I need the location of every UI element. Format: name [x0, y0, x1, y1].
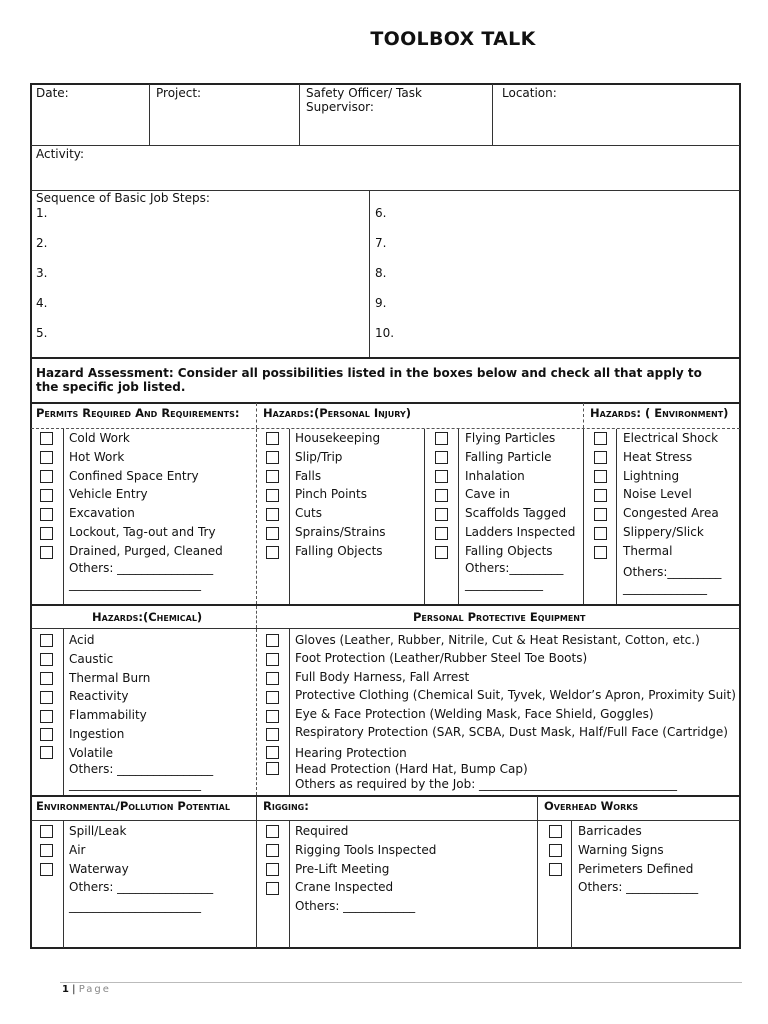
environmental-others-line[interactable]: ______________________: [69, 899, 201, 914]
chemical-checkbox[interactable]: [40, 691, 53, 704]
list-item: Volatile: [69, 745, 114, 760]
list-item: Noise Level: [623, 487, 692, 502]
divider: [256, 796, 257, 820]
injury-checkbox[interactable]: [266, 432, 279, 445]
list-item: Required: [295, 824, 349, 838]
list-item: Vehicle Entry: [69, 487, 148, 502]
list-item: Lockout, Tag-out and Try: [69, 524, 216, 539]
list-item: Waterway: [69, 861, 129, 876]
list-item: Spill/Leak: [69, 824, 127, 838]
environment-checkbox[interactable]: [594, 432, 607, 445]
list-item: Gloves (Leather, Rubber, Nitrile, Cut & Heat Resistant, Cotton, etc.): [295, 633, 700, 647]
step-number: 1.: [36, 206, 48, 220]
divider: [31, 795, 740, 797]
list-item: Eye & Face Protection (Welding Mask, Face Shield, Goggles): [295, 706, 654, 721]
page-number: 1: [62, 984, 69, 995]
permit-checkbox[interactable]: [40, 489, 53, 502]
ppe-header: Personal Protective Equipment: [413, 610, 586, 624]
environment-list: [623, 429, 719, 561]
list-item: Head Protection (Hard Hat, Bump Cap): [295, 762, 528, 776]
divider: [31, 357, 740, 359]
list-item: Thermal Burn: [69, 670, 151, 685]
environment-checkbox[interactable]: [594, 489, 607, 502]
divider: [31, 628, 740, 629]
safety-officer-label: Safety Officer/ Task Supervisor:: [306, 86, 422, 114]
environment-checkbox[interactable]: [594, 451, 607, 464]
permit-checkbox[interactable]: [40, 432, 53, 445]
injury-checkbox[interactable]: [435, 508, 448, 521]
step-number: 8.: [375, 266, 387, 280]
injury-checkbox[interactable]: [435, 527, 448, 540]
chemical-checkbox[interactable]: [40, 728, 53, 741]
permit-checkbox[interactable]: [40, 451, 53, 464]
list-item: Slippery/Slick: [623, 524, 704, 539]
environmental-list: [69, 822, 213, 916]
divider: [256, 403, 257, 428]
list-item: Respiratory Protection (SAR, SCBA, Dust Mask, Half/Full Face (Cartridge): [295, 725, 728, 740]
environmental-checkbox[interactable]: [40, 863, 53, 876]
injury-checkbox[interactable]: [266, 546, 279, 559]
overhead-checkbox[interactable]: [549, 844, 562, 857]
permits-others[interactable]: Others: ________________: [69, 561, 214, 575]
hazard-assessment-note: Hazard Assessment: Consider all possibilities listed in the boxes below and check all that apply to the specific job listed.: [36, 366, 702, 394]
list-item: Hot Work: [69, 449, 125, 464]
list-item: Sprains/Strains: [295, 524, 386, 539]
chemical-list: [69, 631, 150, 763]
environmental-checkbox[interactable]: [40, 825, 53, 838]
list-item: Rigging Tools Inspected: [295, 842, 437, 857]
divider: [63, 629, 64, 795]
step-number: 6.: [375, 206, 387, 220]
rigging-checkbox[interactable]: [266, 882, 279, 895]
date-label: Date:: [36, 86, 69, 100]
ppe-checkbox[interactable]: [266, 634, 279, 647]
step-number: 10.: [375, 326, 395, 340]
divider: [289, 821, 290, 948]
list-item: Cold Work: [69, 431, 130, 445]
injury-checkbox[interactable]: [435, 451, 448, 464]
rigging-header: Rigging:: [263, 799, 309, 813]
list-item: Perimeters Defined: [578, 861, 694, 876]
activity-label: Activity:: [36, 147, 85, 161]
sequence-label: Sequence of Basic Job Steps:: [36, 191, 210, 205]
injury-checkbox[interactable]: [435, 470, 448, 483]
environmental-header: Environmental/Pollution Potential: [36, 799, 230, 813]
injury-others-line[interactable]: _____________: [465, 577, 543, 591]
divider: [424, 429, 425, 604]
list-item: Falling Particle: [465, 449, 552, 464]
footer-divider: [60, 982, 742, 983]
list-item: Thermal: [623, 543, 673, 558]
list-item: Lightning: [623, 468, 680, 483]
divider: [537, 796, 538, 820]
ppe-checkbox[interactable]: [266, 672, 279, 685]
list-item: Full Body Harness, Fall Arrest: [295, 669, 470, 684]
divider: [256, 429, 257, 604]
divider: [458, 429, 459, 604]
environment-others[interactable]: Others:_________: [623, 565, 722, 579]
list-item: Heat Stress: [623, 449, 693, 464]
divider: [31, 402, 740, 404]
environment-checkbox[interactable]: [594, 546, 607, 559]
list-item: Barricades: [578, 824, 642, 838]
environment-hazards-header: Hazards: ( Environment): [590, 406, 729, 420]
ppe-checkbox[interactable]: [266, 653, 279, 666]
divider: [571, 821, 572, 948]
injury-others[interactable]: Others:_________: [465, 561, 564, 575]
injury-checkbox[interactable]: [435, 489, 448, 502]
chemical-checkbox[interactable]: [40, 653, 53, 666]
chemical-header: Hazards:(Chemical): [92, 610, 203, 624]
list-item: Warning Signs: [578, 842, 664, 857]
rigging-list: [295, 822, 436, 916]
overhead-header: Overhead Works: [544, 799, 639, 813]
divider: [369, 191, 370, 357]
permit-checkbox[interactable]: [40, 508, 53, 521]
step-number: 2.: [36, 236, 48, 250]
divider: [289, 629, 290, 795]
ppe-checkbox[interactable]: [266, 728, 279, 741]
chemical-others[interactable]: Others: ________________: [69, 762, 214, 776]
overhead-list: [578, 822, 698, 897]
chemical-checkbox[interactable]: [40, 746, 53, 759]
page-title: TOOLBOX TALK: [370, 28, 536, 50]
injury-list-b: [465, 429, 575, 561]
divider: [583, 403, 584, 428]
list-item: Falling Objects: [295, 543, 383, 558]
injury-checkbox[interactable]: [435, 432, 448, 445]
list-item: Drained, Purged, Cleaned: [69, 543, 223, 558]
list-item: Inhalation: [465, 468, 525, 483]
step-number: 4.: [36, 296, 48, 310]
page-footer: [62, 984, 111, 995]
divider: [63, 429, 64, 604]
list-item: Crane Inspected: [295, 880, 394, 895]
environment-checkbox[interactable]: [594, 508, 607, 521]
list-item: Air: [69, 842, 86, 857]
list-item: Confined Space Entry: [69, 468, 199, 483]
personal-injury-header: Hazards:(Personal Injury): [263, 406, 412, 420]
chemical-checkbox[interactable]: [40, 634, 53, 647]
permits-list: [69, 429, 223, 561]
permit-checkbox[interactable]: [40, 470, 53, 483]
project-label: Project:: [156, 86, 202, 100]
divider: [616, 429, 617, 604]
ppe-checkbox[interactable]: [266, 762, 279, 775]
divider: [149, 84, 150, 145]
chemical-checkbox[interactable]: [40, 710, 53, 723]
rigging-checkbox[interactable]: [266, 863, 279, 876]
list-item: Congested Area: [623, 506, 719, 521]
overhead-checkbox[interactable]: [549, 863, 562, 876]
ppe-checkbox[interactable]: [266, 746, 279, 759]
list-item: Protective Clothing (Chemical Suit, Tyvek, Weldor’s Apron, Proximity Suit): [295, 688, 736, 703]
page-label: Page: [78, 984, 111, 995]
step-number: 5.: [36, 326, 48, 340]
divider: [299, 84, 300, 145]
list-item: Foot Protection (Leather/Rubber Steel Toe Boots): [295, 651, 588, 666]
step-number: 7.: [375, 236, 387, 250]
divider: [583, 429, 584, 604]
list-item: Caustic: [69, 651, 114, 666]
list-item: Electrical Shock: [623, 431, 719, 445]
list-item: Housekeeping: [295, 431, 381, 445]
step-number: 9.: [375, 296, 387, 310]
list-item: Ingestion: [69, 726, 125, 741]
step-number: 3.: [36, 266, 48, 280]
location-label: Location:: [502, 86, 557, 100]
list-item: Pre-Lift Meeting: [295, 861, 390, 876]
rigging-others[interactable]: Others: ____________: [295, 899, 416, 914]
ppe-list: [295, 631, 736, 741]
injury-checkbox[interactable]: [266, 451, 279, 464]
divider: [31, 820, 740, 821]
list-item: Cuts: [295, 506, 322, 521]
injury-checkbox[interactable]: [435, 546, 448, 559]
ppe-checkbox[interactable]: [266, 691, 279, 704]
ppe-others[interactable]: Others as required by the Job: _________________________________: [295, 777, 678, 791]
divider: [289, 429, 290, 604]
divider: [256, 606, 257, 628]
environmental-others[interactable]: Others: ________________: [69, 880, 214, 895]
list-item: Slip/Trip: [295, 449, 343, 464]
permit-checkbox[interactable]: [40, 527, 53, 540]
rigging-checkbox[interactable]: [266, 825, 279, 838]
list-item: Ladders Inspected: [465, 524, 576, 539]
divider: [492, 84, 493, 145]
list-item: Falling Objects: [465, 543, 553, 558]
environment-others-line[interactable]: ______________: [623, 581, 707, 595]
overhead-checkbox[interactable]: [549, 825, 562, 838]
environment-checkbox[interactable]: [594, 470, 607, 483]
injury-checkbox[interactable]: [266, 508, 279, 521]
divider: [31, 604, 740, 606]
list-item: Flammability: [69, 708, 147, 723]
rigging-checkbox[interactable]: [266, 844, 279, 857]
injury-checkbox[interactable]: [266, 527, 279, 540]
divider: [63, 821, 64, 948]
chemical-checkbox[interactable]: [40, 672, 53, 685]
divider: [31, 145, 740, 146]
injury-checkbox[interactable]: [266, 470, 279, 483]
overhead-others[interactable]: Others: ____________: [578, 880, 699, 895]
chemical-others-line[interactable]: ______________________: [69, 777, 201, 791]
list-item: Hearing Protection: [295, 746, 407, 760]
divider: [537, 821, 538, 948]
list-item: Scaffolds Tagged: [465, 506, 567, 521]
list-item: Falls: [295, 468, 322, 483]
footer-separator: |: [68, 984, 79, 995]
list-item: Flying Particles: [465, 431, 556, 445]
divider: [256, 821, 257, 948]
permits-others-line[interactable]: ______________________: [69, 577, 201, 591]
list-item: Reactivity: [69, 689, 129, 704]
list-item: Acid: [69, 633, 95, 647]
injury-checkbox[interactable]: [266, 489, 279, 502]
ppe-checkbox[interactable]: [266, 710, 279, 723]
environmental-checkbox[interactable]: [40, 844, 53, 857]
divider: [256, 629, 257, 795]
list-item: Pinch Points: [295, 487, 367, 502]
list-item: Cave in: [465, 487, 510, 502]
environment-checkbox[interactable]: [594, 527, 607, 540]
permit-checkbox[interactable]: [40, 546, 53, 559]
permits-header: Permits Required And Requirements:: [36, 406, 240, 420]
list-item: Excavation: [69, 506, 135, 521]
injury-list-a: [295, 429, 386, 561]
